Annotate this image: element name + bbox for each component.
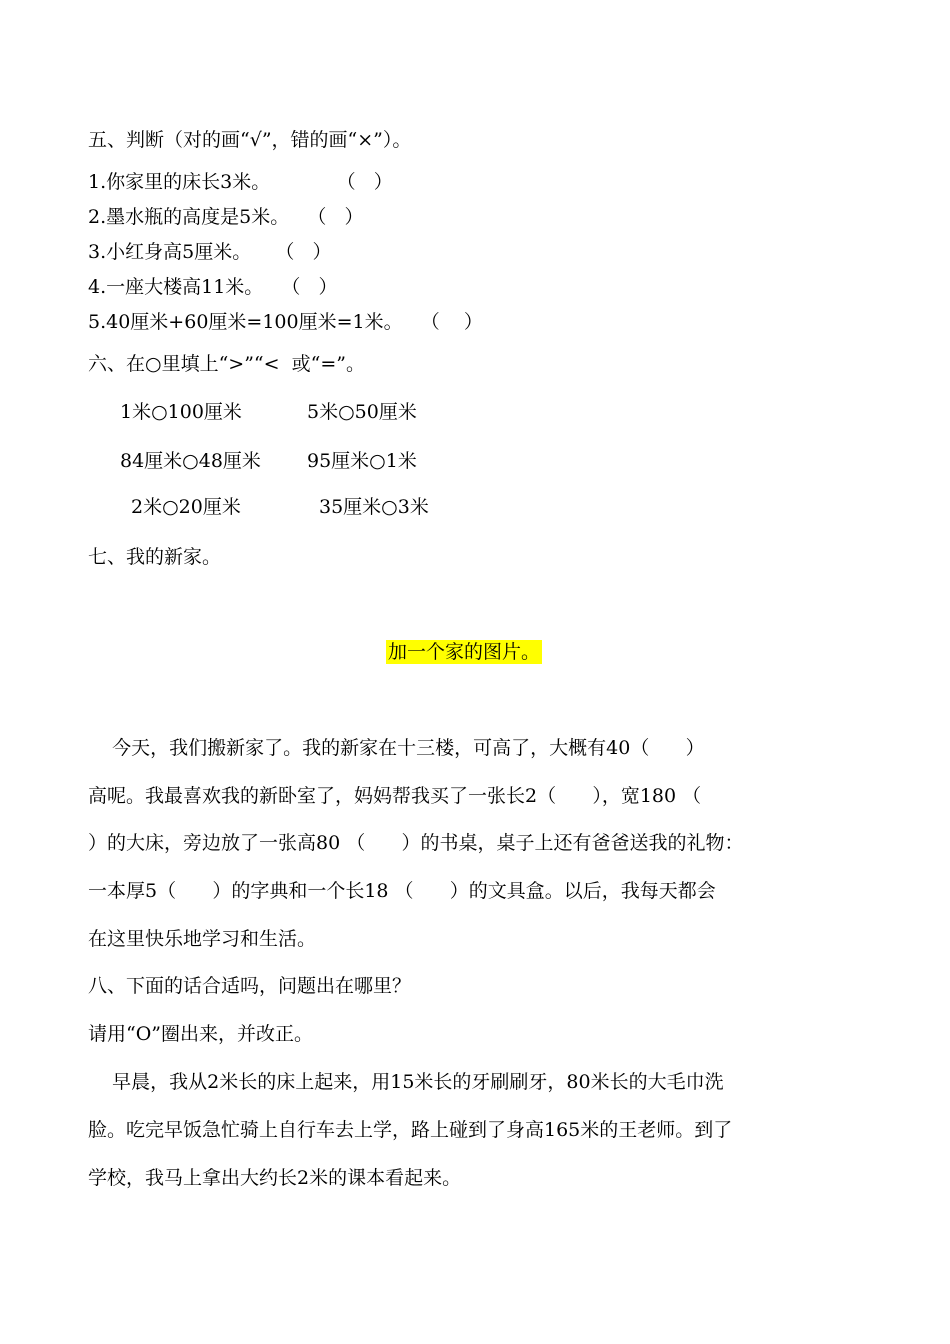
error-story-line-1: 早晨，我从2米长的床上起来，用15米长的牙刷刷牙，80米长的大毛巾洗 [88, 1071, 724, 1093]
story-line-3: ）的大床，旁边放了一张高80 （ ）的书桌，桌子上还有爸爸送我的礼物： [88, 832, 744, 854]
compare-row2-right: 95厘米○1米 [307, 450, 417, 472]
judgment-item-2: 2.墨水瓶的高度是5米。 （ ） [88, 206, 364, 228]
compare-row1-left: 1米○100厘米 [120, 401, 242, 423]
compare-row2-left: 84厘米○48厘米 [120, 450, 261, 472]
section5-title: 五、判断（对的画“√”，错的画“×”）。 [88, 129, 412, 151]
compare-row3-left: 2米○20厘米 [131, 496, 241, 518]
story-line-5: 在这里快乐地学习和生活。 [88, 928, 317, 950]
error-story-line-2: 脸。吃完早饭急忙骑上自行车去上学，路上碰到了身高165米的王老师。到了 [88, 1119, 733, 1141]
section6-title: 六、在○里填上“>”“< 或“=”。 [88, 353, 365, 375]
judgment-item-5: 5.40厘米+60厘米=100厘米=1米。 （ ） [88, 311, 483, 333]
judgment-item-1: 1.你家里的床长3米。 （ ） [88, 171, 393, 193]
image-placeholder-note: 加一个家的图片。 [388, 641, 541, 663]
section7-title: 七、我的新家。 [88, 546, 222, 568]
error-story-line-3: 学校，我马上拿出大约长2米的课本看起来。 [88, 1167, 462, 1189]
story-line-1: 今天，我们搬新家了。我的新家在十三楼，可高了，大概有40（ ） [88, 737, 705, 759]
story-line-2: 高呢。我最喜欢我的新卧室了，妈妈帮我买了一张长2（ ），宽180 （ [88, 785, 702, 807]
section8-title: 八、下面的话合适吗，问题出在哪里？ [88, 975, 412, 997]
compare-row3-right: 35厘米○3米 [319, 496, 429, 518]
compare-row1-right: 5米○50厘米 [307, 401, 417, 423]
section8-instruction: 请用“O”圈出来，并改正。 [88, 1023, 314, 1045]
story-line-4: 一本厚5（ ）的字典和一个长18 （ ）的文具盒。以后，我每天都会 [88, 880, 716, 902]
judgment-item-3: 3.小红身高5厘米。 （ ） [88, 241, 332, 263]
judgment-item-4: 4.一座大楼高11米。 （ ） [88, 276, 338, 298]
